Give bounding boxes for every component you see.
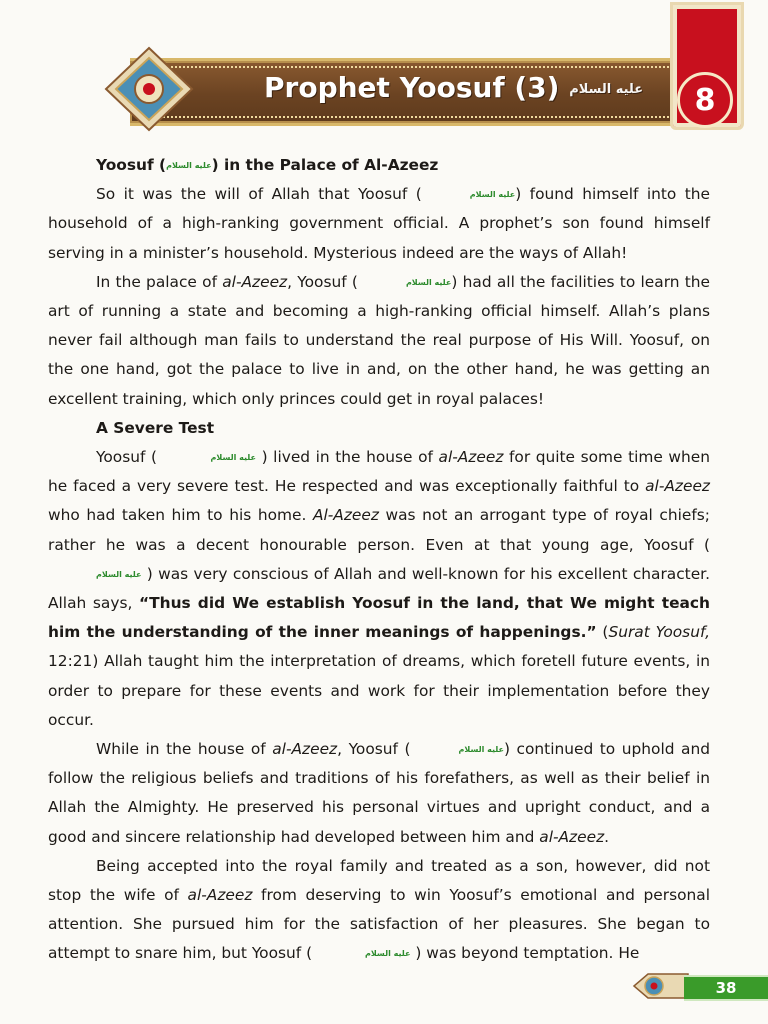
- honorific-mark: عليه السلام: [405, 277, 452, 287]
- paragraph: Yoosuf ( عليه السلام ) lived in the house of al-Azeez for quite some time when he faced a very severe test. He respected and was exceptionally faithful to al-Azeez who had taken him to his home. Al-Azeez was not an arrogant type of royal chiefs; rather he was a decent honourable person. Even at that young age, Yoosuf ( عليه السلام ) was very conscious of Allah and well-known for his excellent character. Allah says, “Thus did We establish Yoosuf in the land, that We might teach him the understanding of the inner meanings of happenings.” (Surat Yoosuf, 12:21) Allah taught him the interpretation of dreams, which foretell future events, in order to prepare for these events and work for their implementation before they occur.: [48, 443, 710, 735]
- honorific-mark: عليه السلام: [569, 81, 644, 97]
- honorific-mark: عليه السلام: [458, 745, 504, 755]
- chapter-title: Prophet Yoosuf عليه السلام (3): [264, 71, 644, 104]
- section-heading: Yoosuf (عليه السلام) in the Palace of Al-Azeez: [48, 151, 710, 180]
- ornament-icon: [104, 46, 194, 132]
- paragraph: In the palace of al-Azeez, Yoosuf ( عليه السلام) had all the facilities to learn the art of running a state and becoming a high-ranking official himself. Allah’s plans never fail although man fails to understand the real purpose of His Will. Yoosuf, on the one hand, got the palace to live in and, on the other hand, he was getting an excellent training, which only princes could get in royal palaces!: [48, 268, 710, 414]
- honorific-mark: عليه السلام: [96, 569, 142, 579]
- page-number: 38: [684, 975, 768, 1001]
- chapter-banner: [64, 40, 744, 138]
- footer-ornament-icon: [632, 970, 690, 1002]
- section-heading: A Severe Test: [96, 418, 215, 437]
- honorific-mark: عليه السلام: [469, 190, 516, 200]
- honorific-mark: عليه السلام: [166, 161, 212, 170]
- paragraph: While in the house of al-Azeez, Yoosuf ( عليه السلام) continued to uphold and follow the religious beliefs and traditions of his forefathers, as well as their belief in Allah the Almighty. He preserved his personal virtues and upright conduct, and a good and sincere relationship had developed between him and al-Azeez.: [48, 735, 710, 852]
- chapter-number: 8: [677, 72, 733, 128]
- page-content: [48, 151, 710, 969]
- quran-quote: “Thus did We establish Yoosuf in the land, that We might teach him the understanding of the inner meanings of happenings.”: [48, 594, 710, 642]
- paragraph: So it was the will of Allah that Yoosuf ( عليه السلام) found himself into the household of a high-ranking government official. A prophet’s son found himself serving in a minister’s household. Mysterious indeed are the ways of Allah!: [48, 180, 710, 268]
- honorific-mark: عليه السلام: [210, 453, 257, 463]
- honorific-mark: عليه السلام: [364, 949, 411, 959]
- paragraph: Being accepted into the royal family and treated as a son, however, did not stop the wife of al-Azeez from deserving to win Yoosuf’s emotional and personal attention. She pursued him for the satisfaction of her pleasures. She began to attempt to snare him, but Yoosuf ( عليه السلام ) was beyond temptation. He: [48, 852, 710, 969]
